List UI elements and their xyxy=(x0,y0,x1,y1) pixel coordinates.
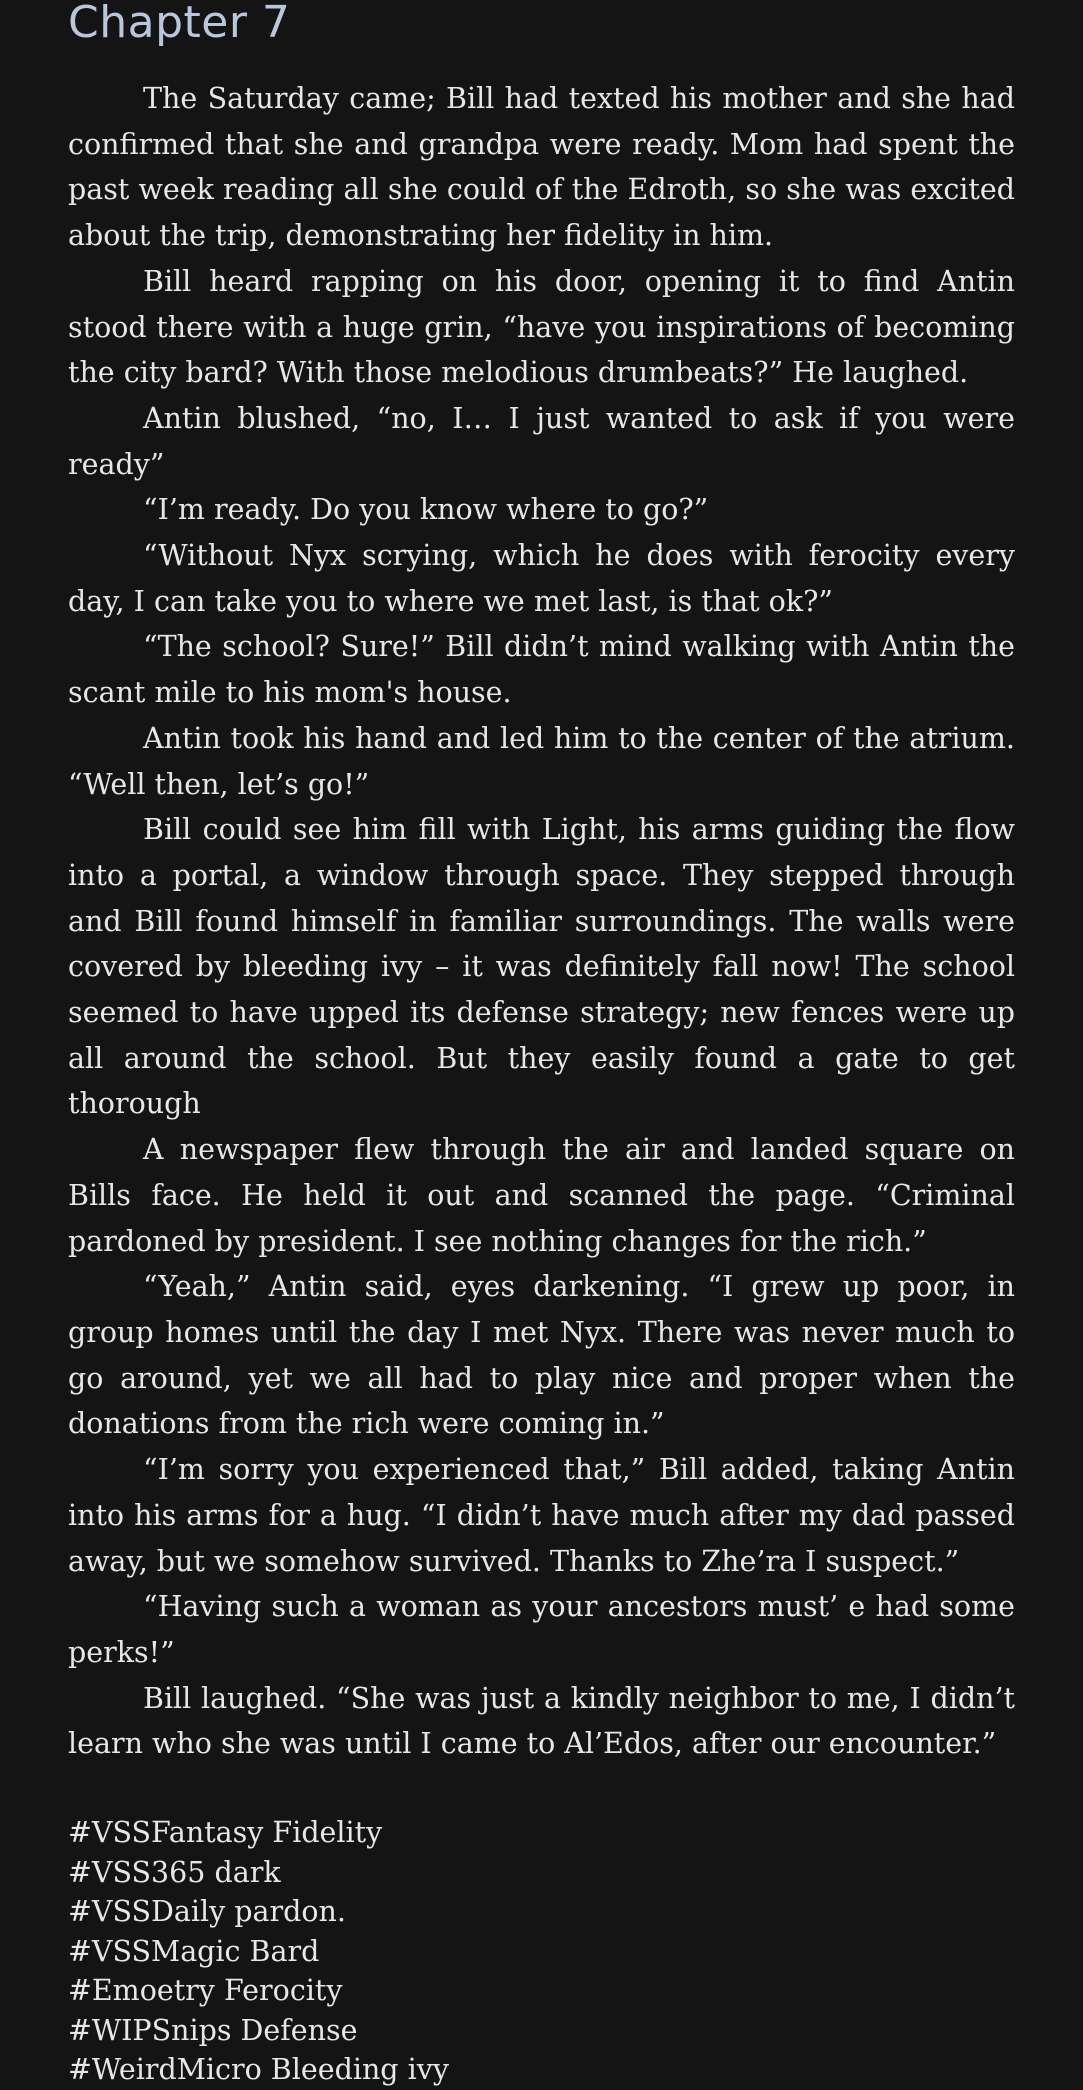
story-page xyxy=(68,0,1015,2087)
story-paragraph: “The school? Sure!” Bill didn’t mind walking with Antin the scant mile to his mom's house. xyxy=(68,630,1015,710)
hashtag: #VSSMagic Bard xyxy=(68,1934,320,1968)
story-paragraph: “I’m ready. Do you know where to go?” xyxy=(143,493,709,527)
hashtag: #VSS365 dark xyxy=(68,1855,281,1889)
story-paragraph: Bill laughed. “She was just a kindly neighbor to me, I didn’t learn who she was until I came to Al’Edos, after our encounter.” xyxy=(68,1681,1015,1761)
story-paragraph: “Without Nyx scrying, which he does with ferocity every day, I can take you to where we met last, is that ok?” xyxy=(68,539,1015,618)
story-paragraph: A newspaper flew through the air and landed square on Bills face. He held it out and scanned the page. “Criminal pardoned by president. I see nothing changes for the rich.” xyxy=(68,1133,1015,1258)
hashtag: #Emoetry Ferocity xyxy=(68,1974,343,2008)
story-paragraph: “Yeah,” Antin said, eyes darkening. “I grew up poor, in group homes until the day I met Nyx. There was never much to go around, yet we all had to play nice and proper when the donations from the rich were coming in.” xyxy=(68,1270,1015,1441)
hashtag: #WIPSnips Defense xyxy=(68,2013,358,2047)
hashtag: #VSSDaily pardon. xyxy=(68,1895,346,1929)
story-paragraph: “I’m sorry you experienced that,” Bill added, taking Antin into his arms for a hug. “I didn’t have much after my dad passed away, but we somehow survived. Thanks to Zhe’ra I suspect.” xyxy=(68,1453,1015,1578)
story-paragraph: “Having such a woman as your ancestors must’ e had some perks!” xyxy=(68,1590,1015,1669)
story-paragraph: Antin blushed, “no, I… I just wanted to ask if you were ready” xyxy=(68,401,1015,481)
story-paragraph: Bill could see him fill with Light, his arms guiding the flow into a portal, a window through space. They stepped through and Bill found himself in familiar surroundings. The walls were covered by bleeding ivy – it was definitely fall now! The school seemed to have upped its defense strategy; new fences were up all around the school. But they easily found a gate to get thorough xyxy=(68,813,1015,1121)
story-paragraph: Bill heard rapping on his door, opening it to find Antin stood there with a huge grin, “have you inspirations of becoming the city bard? With those melodious drumbeats?” He laughed. xyxy=(68,264,1015,390)
hashtag: #WeirdMicro Bleeding ivy xyxy=(68,2053,449,2087)
hashtag-list xyxy=(68,1813,1015,2090)
story-paragraph: The Saturday came; Bill had texted his mother and she had confirmed that she and grandpa were ready. Mom had spent the past week reading all she could of the Edroth, so she was excited about the trip, demonstrating her fidelity in him. xyxy=(68,82,1015,253)
hashtag: #VSSFantasy Fidelity xyxy=(68,1816,383,1850)
story-paragraph: Antin took his hand and led him to the center of the atrium. “Well then, let’s go!” xyxy=(68,721,1015,801)
story-body xyxy=(68,76,1015,1767)
chapter-title: Chapter 7 xyxy=(68,0,291,48)
